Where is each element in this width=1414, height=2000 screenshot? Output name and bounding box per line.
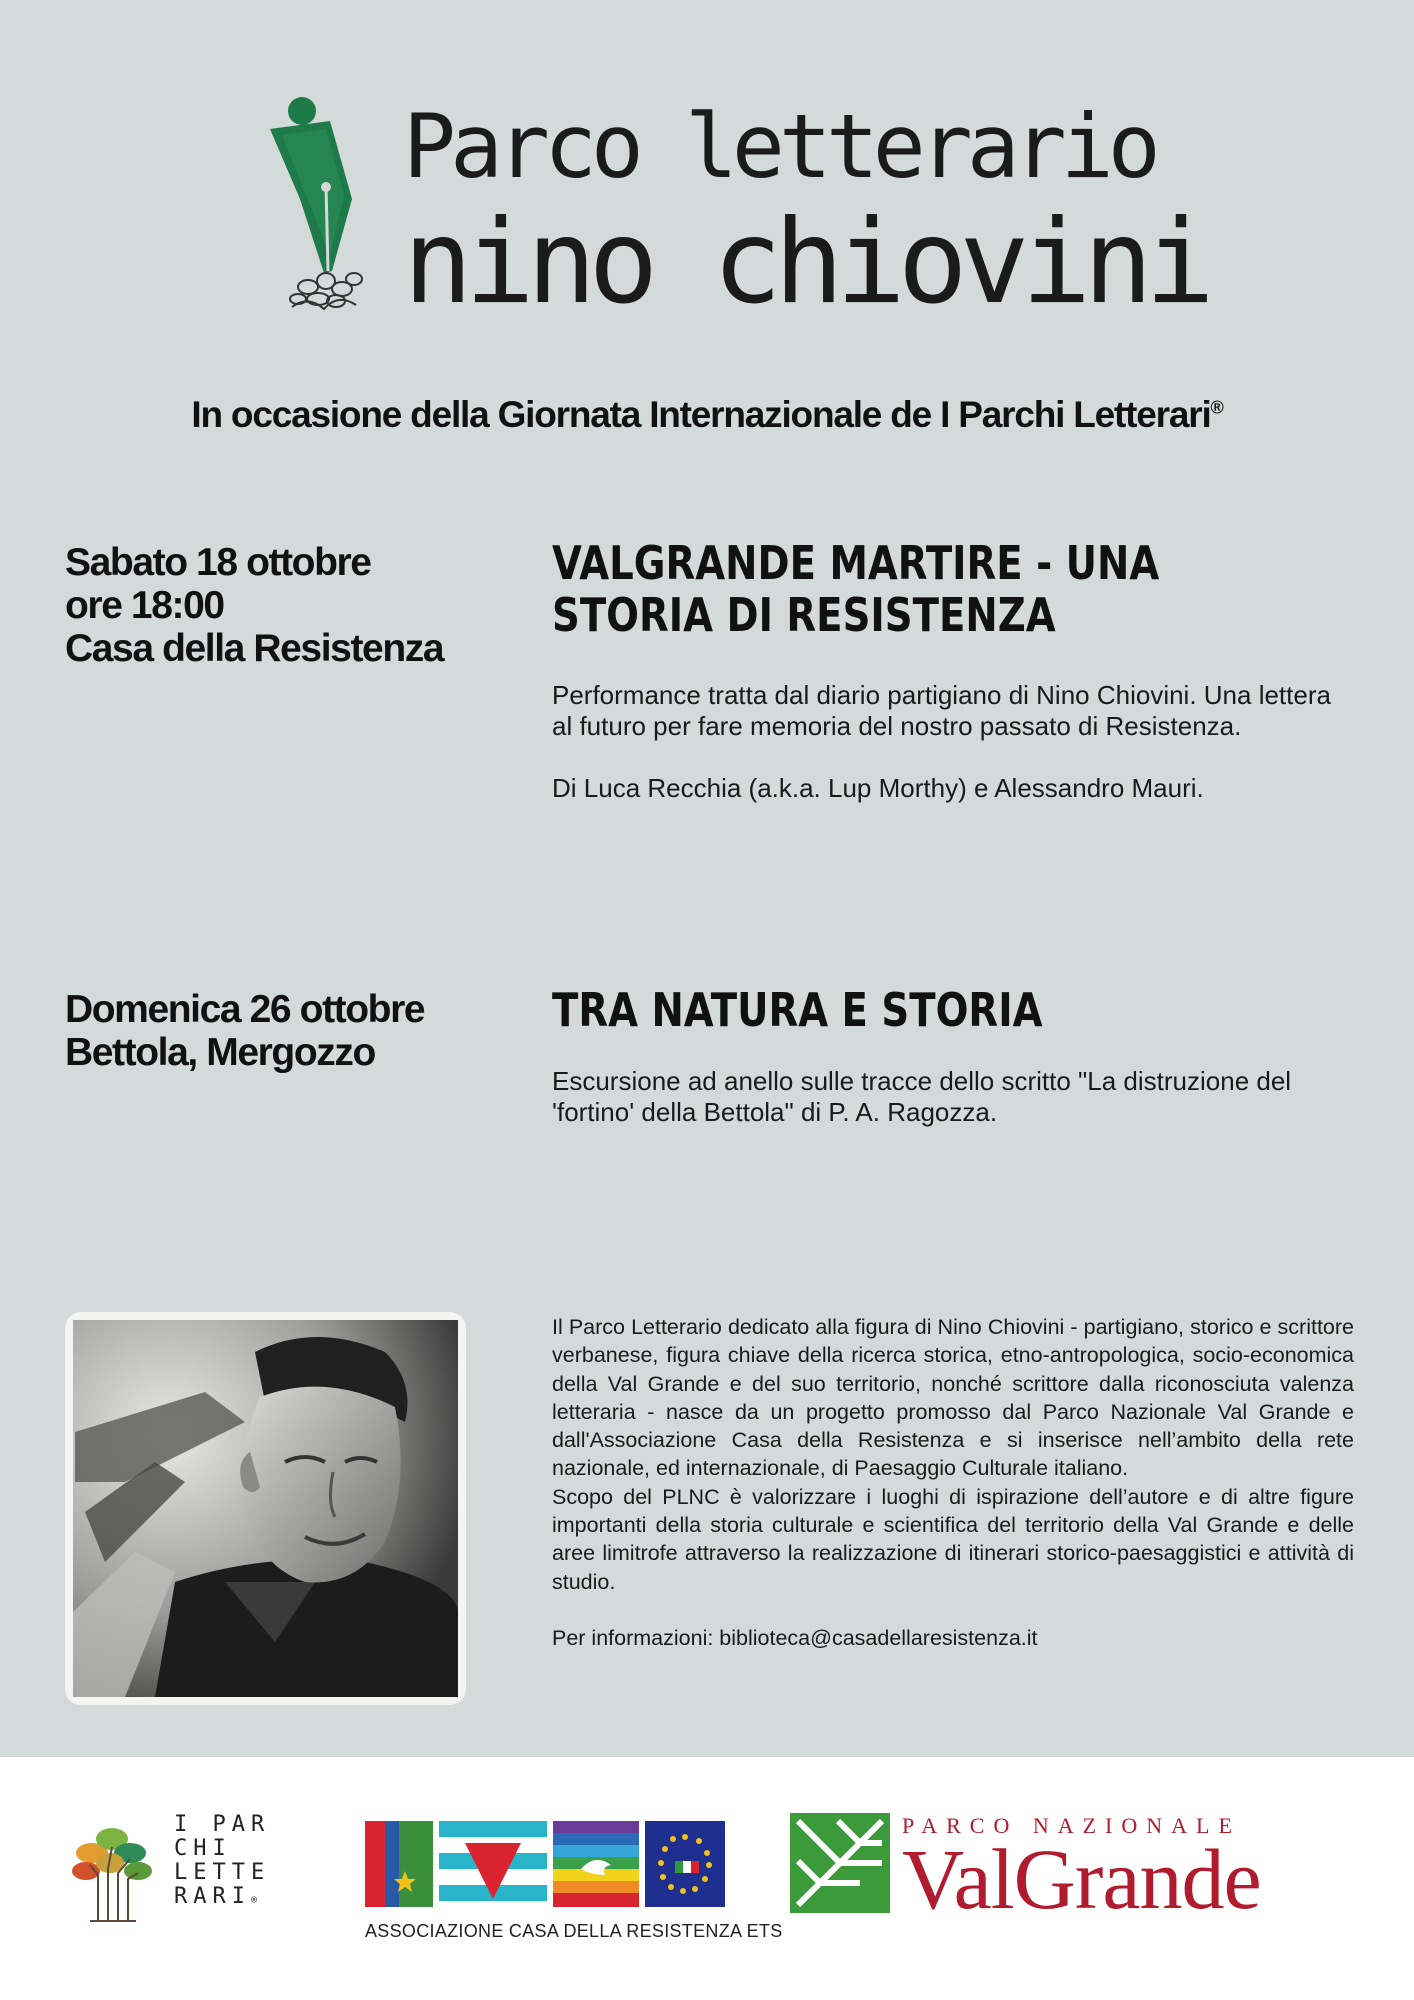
association-name: ASSOCIAZIONE CASA DELLA RESISTENZA ETS xyxy=(365,1921,783,1941)
parchi-letterari-text xyxy=(174,1813,270,1913)
event-2-description xyxy=(552,1066,1354,1128)
event-1-title-line1: VALGRANDE MARTIRE - UNA xyxy=(552,536,1160,590)
occasion-heading xyxy=(0,394,1414,436)
occasion-text: In occasione della Giornata Internazionale de I Parchi Letterari xyxy=(191,394,1211,435)
event-1-title xyxy=(552,537,1159,641)
bio-paragraph-1: Il Parco Letterario dedicato alla figura di Nino Chiovini - partigiano, storico e scrittore verbanese, figura chiave della ricerca storica, etno-antropologica, socio-economica della Val Grande e del suo territorio, nonché scrittore dalla riconosciuta valenza letteraria - nasce da un progetto promosso dal Parco Nazionale Val Grande e dall'Associazione Casa della Resistenza e si inserisce nell’ambito della rete nazionale, ed internazionale, di Paesaggio Culturale italiano. xyxy=(552,1315,1354,1481)
event-1-when xyxy=(65,541,443,670)
event-1-description xyxy=(552,680,1354,804)
event-1-title-line2: STORIA DI RESISTENZA xyxy=(552,588,1056,642)
logo-title-line1: Parco letterario xyxy=(403,95,1155,198)
contact-info: Per informazioni: biblioteca@casadellaresistenza.it xyxy=(552,1625,1038,1650)
casa-resistenza-logo xyxy=(365,1813,783,1963)
event-2-date: Domenica 26 ottobre xyxy=(65,988,425,1031)
tree-icon xyxy=(66,1813,166,1925)
event-2-when xyxy=(65,988,424,1074)
bio-paragraph-2: Scopo del PLNC è valorizzare i luoghi di ispirazione dell’autore e di altre figure importanti della storia culturale e scientifica del territorio della Val Grande e delle aree limitrofe attraverso la realizzazione di itinerari storico-paesaggistici e attività di studio. xyxy=(552,1484,1354,1594)
fountain-pen-icon xyxy=(268,95,398,315)
parchi-line-3: LETTE xyxy=(174,1860,271,1885)
valgrande-emblem-icon xyxy=(790,1813,890,1913)
valgrande-title: ValGrande xyxy=(902,1831,1261,1927)
footer-logos xyxy=(0,1757,1414,2000)
event-2-paragraph: Escursione ad anello sulle tracce dello scritto "La distruzione del 'fortino' della Bettola" di P. A. Ragozza. xyxy=(552,1066,1292,1127)
logo-title-line2: nino chiovini xyxy=(403,195,1207,330)
event-1-paragraph: Performance tratta dal diario partigiano di Nino Chiovini. Una lettera al futuro per fare memoria del nostro passato di Resistenza. xyxy=(552,680,1331,741)
event-1-place: Casa della Resistenza xyxy=(65,627,444,670)
park-logo xyxy=(268,95,1207,330)
event-1-date: Sabato 18 ottobre xyxy=(65,541,371,584)
parchi-letterari-logo xyxy=(66,1813,306,1943)
bio-text xyxy=(552,1313,1354,1652)
event-2-place: Bettola, Mergozzo xyxy=(65,1031,375,1074)
portrait-photo xyxy=(65,1312,466,1705)
portrait-image xyxy=(65,1312,466,1705)
event-2-title-line1: TRA NATURA E STORIA xyxy=(552,983,1043,1037)
event-1-authors: Di Luca Recchia (a.k.a. Lup Morthy) e Alessandro Mauri. xyxy=(552,773,1204,803)
parchi-line-2: CHI xyxy=(174,1836,232,1861)
event-2-title xyxy=(552,984,1042,1036)
parchi-line-4: RARI xyxy=(174,1884,251,1909)
parchi-registered-mark: ® xyxy=(250,1895,258,1906)
registered-mark: ® xyxy=(1210,397,1223,418)
event-1-time: ore 18:00 xyxy=(65,584,224,627)
association-flags-icon xyxy=(365,1813,725,1913)
parchi-line-1: I PAR xyxy=(174,1812,271,1837)
valgrande-subtitle: PARCO NAZIONALE xyxy=(902,1813,1241,1838)
parco-valgrande-logo xyxy=(790,1813,1350,1933)
